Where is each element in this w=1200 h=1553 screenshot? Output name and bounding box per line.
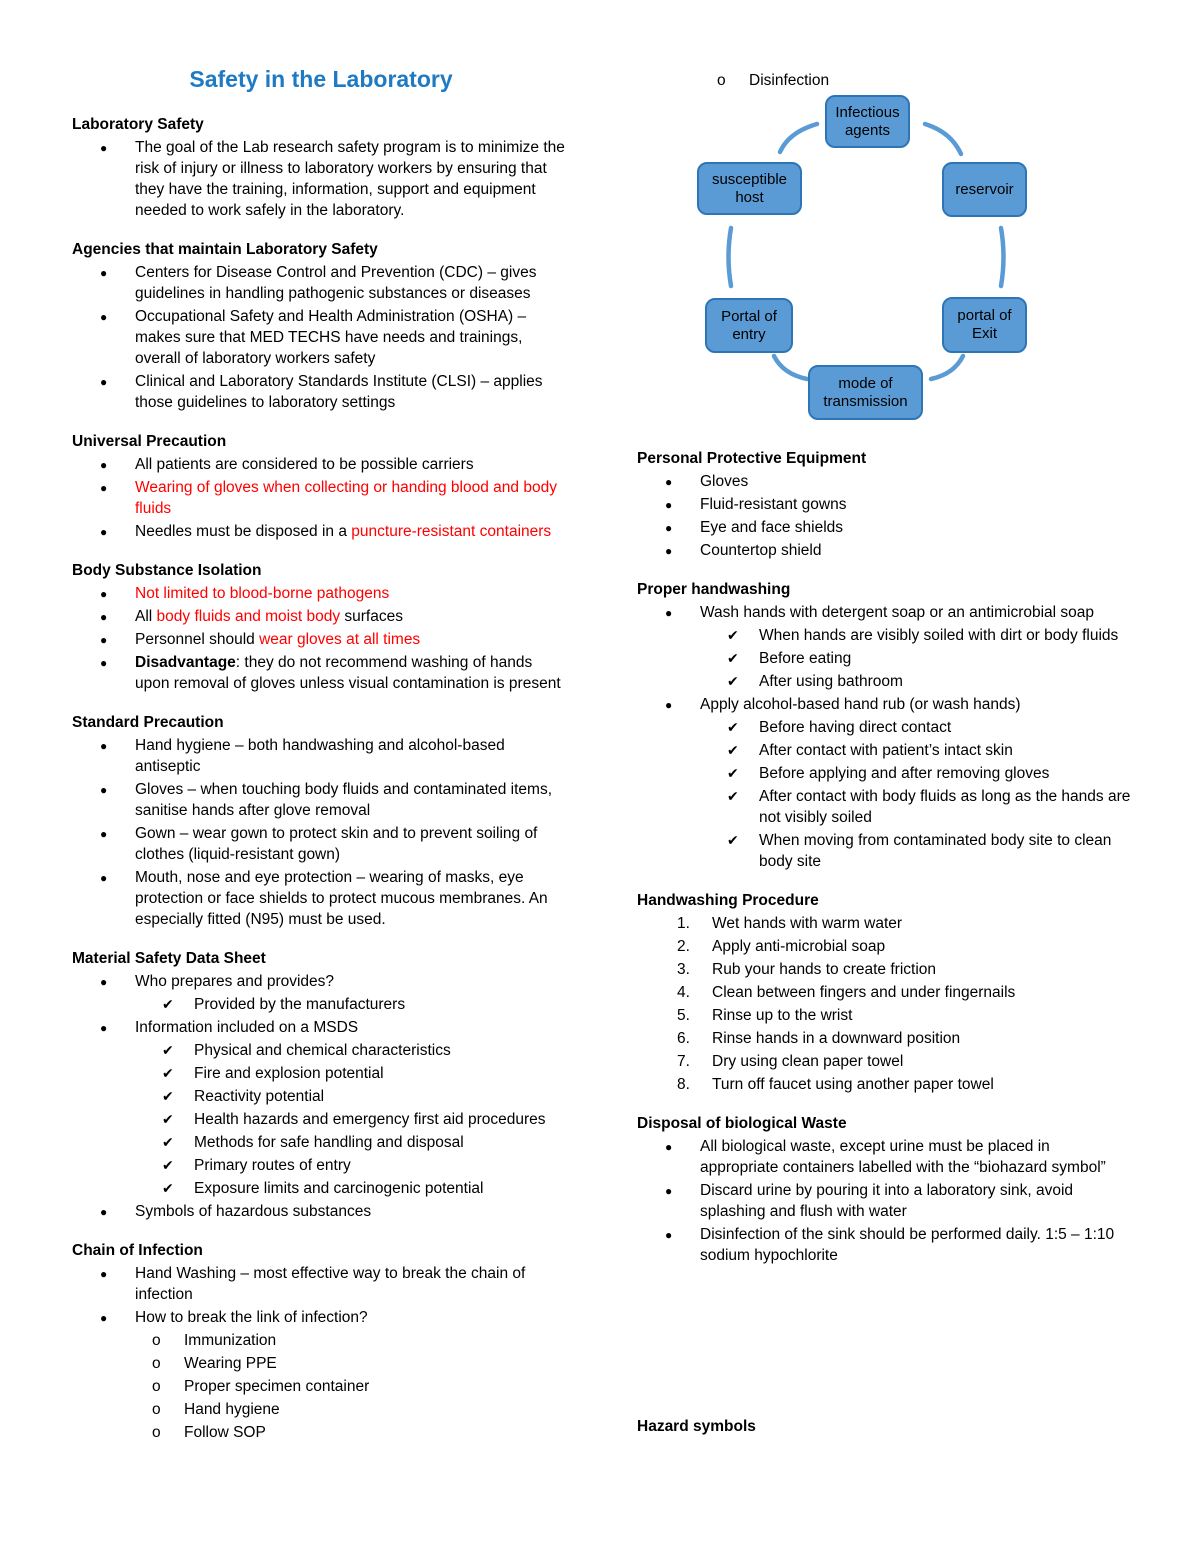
step-number: 2. [677, 938, 690, 955]
check-icon: ✔ [727, 788, 739, 804]
bullet-marker: ● [100, 871, 108, 885]
check-item [637, 763, 1132, 784]
bullet-item [72, 867, 570, 930]
section-heading: Personal Protective Equipment [637, 450, 867, 467]
bullet-marker: ● [100, 310, 108, 324]
bullet-item [637, 471, 1132, 492]
bullet-item [637, 1180, 1132, 1222]
chain-of-infection-diagram [637, 60, 1132, 444]
list-text: Wearing of gloves when collecting or handing blood and body fluids [135, 479, 557, 517]
right-column [637, 60, 1132, 1437]
numbered-step [637, 1051, 1132, 1072]
bullet-item [637, 694, 1132, 715]
bullet-marker: ● [100, 525, 108, 539]
bullet-marker: ● [100, 1205, 108, 1219]
list-text: How to break the link of infection? [135, 1309, 368, 1326]
check-item [72, 1132, 570, 1153]
diagram-node-susceptible-host: susceptible host [697, 162, 802, 215]
section-heading: Chain of Infection [72, 1242, 203, 1259]
list-text: Before applying and after removing gloves [759, 765, 1050, 782]
list-text: Health hazards and emergency first aid procedures [194, 1111, 546, 1128]
bullet-marker: ● [665, 1140, 673, 1154]
list-text: Gloves [700, 473, 749, 490]
bullet-item [72, 262, 570, 304]
bullet-item [72, 583, 570, 604]
connector-arc-bottom-left [774, 356, 807, 379]
bullet-item [72, 606, 570, 627]
list-text: Clean between fingers and under fingernails [712, 984, 1016, 1001]
bullet-marker: ● [665, 698, 673, 712]
list-text: Countertop shield [700, 542, 822, 559]
list-text: Eye and face shields [700, 519, 844, 536]
bullet-item [637, 540, 1132, 561]
list-text: Rinse up to the wrist [712, 1007, 853, 1024]
list-text: When moving from contaminated body site to clean body site [759, 832, 1112, 870]
circle-marker: o [152, 1355, 161, 1372]
list-text: Follow SOP [184, 1424, 266, 1441]
list-text: Mouth, nose and eye protection – wearing of masks, eye protection or face shields to protect mucous membranes. An especially fitted (N95) must be used. [135, 869, 548, 928]
list-text: After contact with body fluids as long as the hands are not visibly soiled [759, 788, 1131, 826]
section-proper-handwashing [637, 579, 1132, 872]
check-icon: ✔ [162, 1134, 174, 1150]
circle-marker: o [152, 1378, 161, 1395]
list-text: Apply anti-microbial soap [712, 938, 886, 955]
bullet-item [637, 1136, 1132, 1178]
check-icon: ✔ [162, 1111, 174, 1127]
diagram-node-reservoir: reservoir [942, 162, 1027, 217]
list-text: Exposure limits and carcinogenic potential [194, 1180, 484, 1197]
list-text: body fluids and moist body [156, 608, 345, 625]
check-item [72, 1063, 570, 1084]
circle-item [72, 1353, 570, 1374]
list-text: When hands are visibly soiled with dirt or body fluids [759, 627, 1119, 644]
list-text: Disinfection of the sink should be performed daily. 1:5 – 1:10 sodium hypochlorite [700, 1226, 1115, 1264]
connector-arc-left [729, 228, 732, 286]
section-heading: Disposal of biological Waste [637, 1115, 847, 1132]
circle-marker: o [152, 1424, 161, 1441]
check-item [637, 740, 1132, 761]
list-text: : they do not recommend washing of hands upon removal of gloves unless visual contamination is present [135, 654, 561, 692]
list-text: Not limited to blood-borne pathogens [135, 585, 390, 602]
list-text: All [135, 608, 157, 625]
bullet-marker: ● [100, 610, 108, 624]
list-text: Apply alcohol-based hand rub (or wash hands) [700, 696, 1021, 713]
list-text: Centers for Disease Control and Prevention (CDC) – gives guidelines in handling pathogenic substances or diseases [135, 264, 537, 302]
check-item [72, 1178, 570, 1199]
bullet-marker: ● [100, 266, 108, 280]
list-text: Fire and explosion potential [194, 1065, 384, 1082]
bullet-marker: ● [100, 141, 108, 155]
list-text: Proper specimen container [184, 1378, 370, 1395]
list-text: Discard urine by pouring it into a laboratory sink, avoid splashing and flush with water [700, 1182, 1074, 1220]
bullet-marker: ● [100, 827, 108, 841]
list-text: Wet hands with warm water [712, 915, 903, 932]
bullet-item [72, 779, 570, 821]
bullet-marker: ● [665, 475, 673, 489]
check-icon: ✔ [727, 627, 739, 643]
check-icon: ✔ [162, 1180, 174, 1196]
list-text: Reactivity potential [194, 1088, 325, 1105]
check-icon: ✔ [727, 742, 739, 758]
list-text: Symbols of hazardous substances [135, 1203, 372, 1220]
check-item [637, 648, 1132, 669]
circle-marker: o [152, 1401, 161, 1418]
circle-marker: o [152, 1332, 161, 1349]
circle-item [72, 1399, 570, 1420]
bullet-item [72, 1307, 570, 1328]
bullet-marker: ● [100, 587, 108, 601]
bullet-item [72, 521, 570, 542]
list-text: Before eating [759, 650, 852, 667]
list-text: The goal of the Lab research safety program is to minimize the risk of injury or illness to laboratory workers by ensuring that they have the training, information, support and equipment needed to work safely in the laboratory. [135, 139, 565, 219]
check-item [72, 1109, 570, 1130]
check-item [72, 1086, 570, 1107]
circle-item [72, 1330, 570, 1351]
bullet-marker: ● [665, 606, 673, 620]
bullet-item [637, 602, 1132, 623]
bullet-marker: ● [665, 498, 673, 512]
bullet-item [72, 477, 570, 519]
left-sections [72, 114, 570, 1443]
check-item [72, 1155, 570, 1176]
bullet-item [72, 823, 570, 865]
section-universal-precaution [72, 431, 570, 542]
list-text: Physical and chemical characteristics [194, 1042, 451, 1059]
check-icon: ✔ [162, 1065, 174, 1081]
bullet-marker: ● [100, 739, 108, 753]
list-text: Who prepares and provides? [135, 973, 335, 990]
list-text: Disadvantage [135, 654, 236, 671]
step-number: 6. [677, 1030, 690, 1047]
step-number: 7. [677, 1053, 690, 1070]
bullet-marker: ● [100, 633, 108, 647]
section-handwashing-procedure [637, 890, 1132, 1095]
page-title: Safety in the Laboratory [189, 66, 453, 92]
bullet-item [72, 454, 570, 475]
list-text: Gloves – when touching body fluids and contaminated items, sanitise hands after glove removal [135, 781, 553, 819]
numbered-step [637, 1074, 1132, 1095]
list-text: After using bathroom [759, 673, 903, 690]
list-text: Immunization [184, 1332, 277, 1349]
section-heading: Body Substance Isolation [72, 562, 262, 579]
bullet-marker: ● [100, 1311, 108, 1325]
diagram-node-infectious-agents: Infectious agents [825, 95, 910, 148]
list-text: Methods for safe handling and disposal [194, 1134, 464, 1151]
list-text: Rinse hands in a downward position [712, 1030, 961, 1047]
list-text: Gown – wear gown to protect skin and to prevent soiling of clothes (liquid-resistant gown) [135, 825, 538, 863]
check-icon: ✔ [727, 719, 739, 735]
step-number: 4. [677, 984, 690, 1001]
list-text: Rub your hands to create friction [712, 961, 937, 978]
bullet-marker: ● [100, 375, 108, 389]
bullet-item [637, 494, 1132, 515]
step-number: 3. [677, 961, 690, 978]
list-text: Occupational Safety and Health Administration (OSHA) – makes sure that MED TECHS have needs and trainings, overall of laboratory workers safety [135, 308, 527, 367]
check-icon: ✔ [162, 1042, 174, 1058]
list-text: wear gloves at all times [259, 631, 421, 648]
section-heading: Agencies that maintain Laboratory Safety [72, 241, 378, 258]
right-sections [637, 448, 1132, 1437]
bullet-item [72, 371, 570, 413]
section-body-substance-isolation [72, 560, 570, 694]
bullet-item [72, 971, 570, 992]
left-column [72, 64, 570, 1443]
section-heading: Laboratory Safety [72, 116, 204, 133]
check-icon: ✔ [162, 996, 174, 1012]
bullet-item [72, 735, 570, 777]
list-text: Provided by the manufacturers [194, 996, 406, 1013]
bullet-marker: ● [100, 1267, 108, 1281]
connector-arc-top-left [780, 124, 817, 152]
diagram-node-portal-of-exit: portal of Exit [942, 297, 1027, 353]
section-standard-precaution [72, 712, 570, 930]
list-text: Hand Washing – most effective way to break the chain of infection [135, 1265, 526, 1303]
list-text: Disinfection [749, 72, 830, 89]
check-item [637, 625, 1132, 646]
list-text: Before having direct contact [759, 719, 952, 736]
step-number: 1. [677, 915, 690, 932]
check-icon: ✔ [727, 673, 739, 689]
bullet-item [72, 629, 570, 650]
bullet-marker: ● [100, 1021, 108, 1035]
list-text: All patients are considered to be possible carriers [135, 456, 474, 473]
circle-item [72, 1376, 570, 1397]
diagram-node-mode-of-transmission: mode of transmission [808, 365, 923, 420]
section-agencies-that-maintain-laboratory-safety [72, 239, 570, 413]
list-text: Dry using clean paper towel [712, 1053, 904, 1070]
list-text: All biological waste, except urine must be placed in appropriate containers labelled with the “biohazard symbol” [700, 1138, 1106, 1176]
diagram-node-portal-of-entry: Portal of entry [705, 298, 793, 353]
bullet-item [637, 517, 1132, 538]
list-text: surfaces [344, 608, 403, 625]
bullet-item [72, 1017, 570, 1038]
numbered-step [637, 913, 1132, 934]
section-personal-protective-equipment [637, 448, 1132, 561]
list-text: Information included on a MSDS [135, 1019, 359, 1036]
bullet-marker: ● [100, 975, 108, 989]
bullet-item [637, 1224, 1132, 1266]
section-material-safety-data-sheet [72, 948, 570, 1222]
check-icon: ✔ [162, 1088, 174, 1104]
list-text: Clinical and Laboratory Standards Institute (CLSI) – applies those guidelines to laboratory settings [135, 373, 543, 411]
list-text: Fluid-resistant gowns [700, 496, 847, 513]
check-item [637, 786, 1132, 828]
bullet-marker: ● [100, 656, 108, 670]
numbered-step [637, 1005, 1132, 1026]
connector-arc-right [1001, 228, 1004, 286]
section-heading: Hazard symbols [637, 1418, 756, 1435]
list-text: After contact with patient’s intact skin [759, 742, 1013, 759]
bullet-marker: ● [100, 458, 108, 472]
bullet-marker: ● [665, 521, 673, 535]
section-heading: Universal Precaution [72, 433, 227, 450]
step-number: 5. [677, 1007, 690, 1024]
check-item [637, 671, 1132, 692]
numbered-step [637, 959, 1132, 980]
bullet-item [72, 652, 570, 694]
list-text: Wash hands with detergent soap or an antimicrobial soap [700, 604, 1095, 621]
bullet-item [72, 306, 570, 369]
bullet-item [72, 137, 570, 221]
check-item [72, 1040, 570, 1061]
check-icon: ✔ [727, 832, 739, 848]
circle-item [72, 1422, 570, 1443]
section-heading: Material Safety Data Sheet [72, 950, 266, 967]
step-number: 8. [677, 1076, 690, 1093]
connector-arc-bottom-right [931, 356, 963, 379]
section-heading: Standard Precaution [72, 714, 224, 731]
section-disposal-of-biological-waste [637, 1113, 1132, 1266]
numbered-step [637, 1028, 1132, 1049]
bullet-marker: ● [665, 1184, 673, 1198]
list-text: puncture-resistant containers [351, 523, 552, 540]
list-text: Turn off faucet using another paper towel [712, 1076, 994, 1093]
numbered-step [637, 982, 1132, 1003]
bullet-marker: ● [100, 783, 108, 797]
bullet-marker: ● [665, 544, 673, 558]
bullet-marker: ● [665, 1228, 673, 1242]
list-text: Hand hygiene [184, 1401, 280, 1418]
connector-arc-top-right [925, 124, 961, 154]
bullet-item [72, 1263, 570, 1305]
list-text: Hand hygiene – both handwashing and alcohol-based antiseptic [135, 737, 505, 775]
check-icon: ✔ [727, 650, 739, 666]
list-text: Needles must be disposed in a [135, 523, 352, 540]
check-item [637, 717, 1132, 738]
bullet-item [72, 1201, 570, 1222]
numbered-step [637, 936, 1132, 957]
check-icon: ✔ [727, 765, 739, 781]
list-text: Wearing PPE [184, 1355, 277, 1372]
check-icon: ✔ [162, 1157, 174, 1173]
check-item [72, 994, 570, 1015]
bullet-marker: ● [100, 481, 108, 495]
section-heading: Handwashing Procedure [637, 892, 819, 909]
check-item [637, 830, 1132, 872]
list-text: Primary routes of entry [194, 1157, 351, 1174]
list-text: Personnel should [135, 631, 260, 648]
circle-marker: o [717, 72, 726, 89]
section-hazard-symbols [637, 1416, 1132, 1437]
section-laboratory-safety [72, 114, 570, 221]
section-chain-of-infection [72, 1240, 570, 1443]
section-heading: Proper handwashing [637, 581, 791, 598]
